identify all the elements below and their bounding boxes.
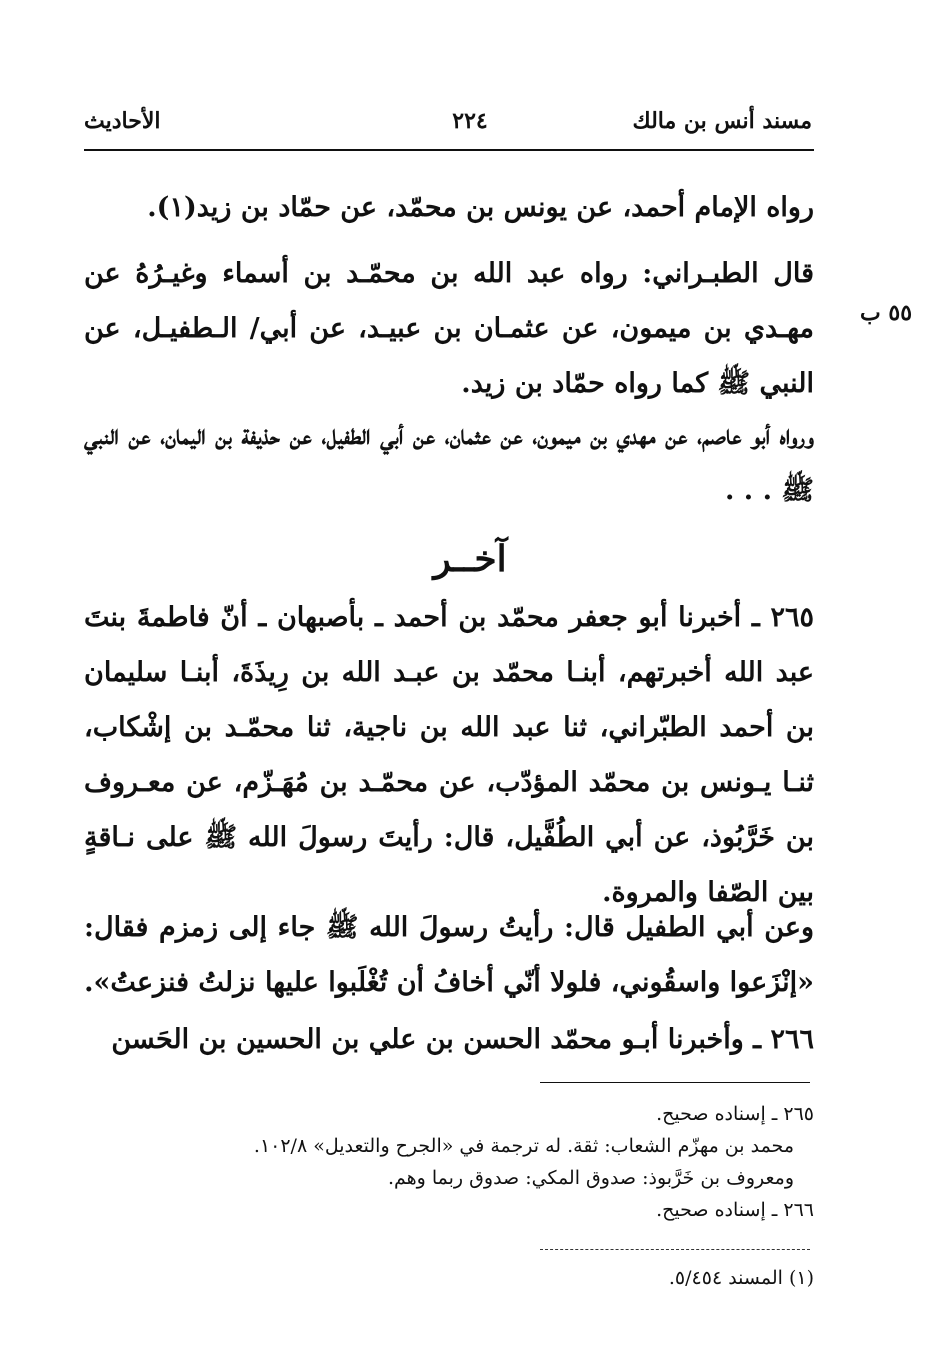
- paragraph-zamzam: وعن أبي الطفيل قال: رأيتُ رسولَ الله ﷺ جاء إلى زمزم فقال: «إنْزَعوا واسقُوني، فلولا أنّي أخافُ أن تُغْلَبوا عليها نزلتُ فنزعتُ».: [84, 912, 814, 998]
- footnote-1: (١) المسند ٥/٤٥٤.: [668, 1267, 814, 1289]
- header-rule: [84, 149, 814, 151]
- footnote-separator: [540, 1082, 810, 1083]
- hadith-266: ٢٦٦ ـ وأخبرنا أبـو محمّد الحسن بن علي بن الحسين بن الحَسن: [111, 1024, 814, 1055]
- header-section-title: الأحاديث: [84, 108, 161, 134]
- footnote-dashed-separator: [540, 1249, 810, 1250]
- paragraph-ahmad: رواه الإمام أحمد، عن يونس بن محمّد، عن حمّاد بن زيد(١).: [147, 192, 814, 223]
- footnote-maruf: ومعروف بن خَرَّبوذ: صدوق المكي: صدوق ربما وهم.: [387, 1167, 794, 1189]
- footnotes-takhrij: [84, 1098, 814, 1226]
- paragraph-tabarani: قال الطبـراني: رواه عبد الله بن محمّـد بن أسماء وغيـرُهُ عن مهـدي بن ميمون، عن عثمـان بن عبيـد، عن أبي/ الـطفيـل، عن النبي ﷺ كما رواه حمّاد بن زيد.: [84, 258, 814, 399]
- footnote-265: ٢٦٥ ـ إسناده صحيح.: [656, 1103, 814, 1125]
- hadith-265: ٢٦٥ ـ أخبرنا أبو جعفر محمّد بن أحمد ـ بأصبهان ـ أنّ فاطمةَ بنتَ عبد الله أخبرتهم، أبنـا محمّد بن عبـد الله بن رِيذَةَ، أبنـا سليمان بن أحمد الطبّراني، ثنا عبد الله بن ناجية، ثنا محمّـد بن إشْكاب، ثنـا يـونس بن محمّد المؤدّب، عن محمّـد بن مُهَـزّم، عن معـروف بن خَرَّبُوذ، عن أبي الطُفَّيل، قال: رأيتَ رسولَ الله ﷺ على نـاقةٍ بين الصّفا والمروة.: [84, 602, 815, 908]
- page-number: ٢٢٤: [452, 108, 488, 134]
- paragraph-abu-asim: ورواه أبو عاصم، عن مهدي بن ميمون، عن عثمان، عن أبي الطفيل، عن حذيفة بن اليمان، عن النبي ﷺ . . .: [84, 420, 814, 506]
- footnote-muhazzam: محمد بن مهزّم الشعاب: ثقة. له ترجمة في «الجرح والتعديل» ١٠٢/٨.: [253, 1135, 794, 1157]
- header-book-title: مسند أنس بن مالك: [632, 108, 812, 134]
- manuscript-folio-note: ٥٥ ب: [860, 300, 913, 326]
- footnotes-numbered: [84, 1262, 814, 1294]
- section-heading: آخــر: [433, 538, 507, 580]
- footnote-266: ٢٦٦ ـ إسناده صحيح.: [656, 1199, 814, 1221]
